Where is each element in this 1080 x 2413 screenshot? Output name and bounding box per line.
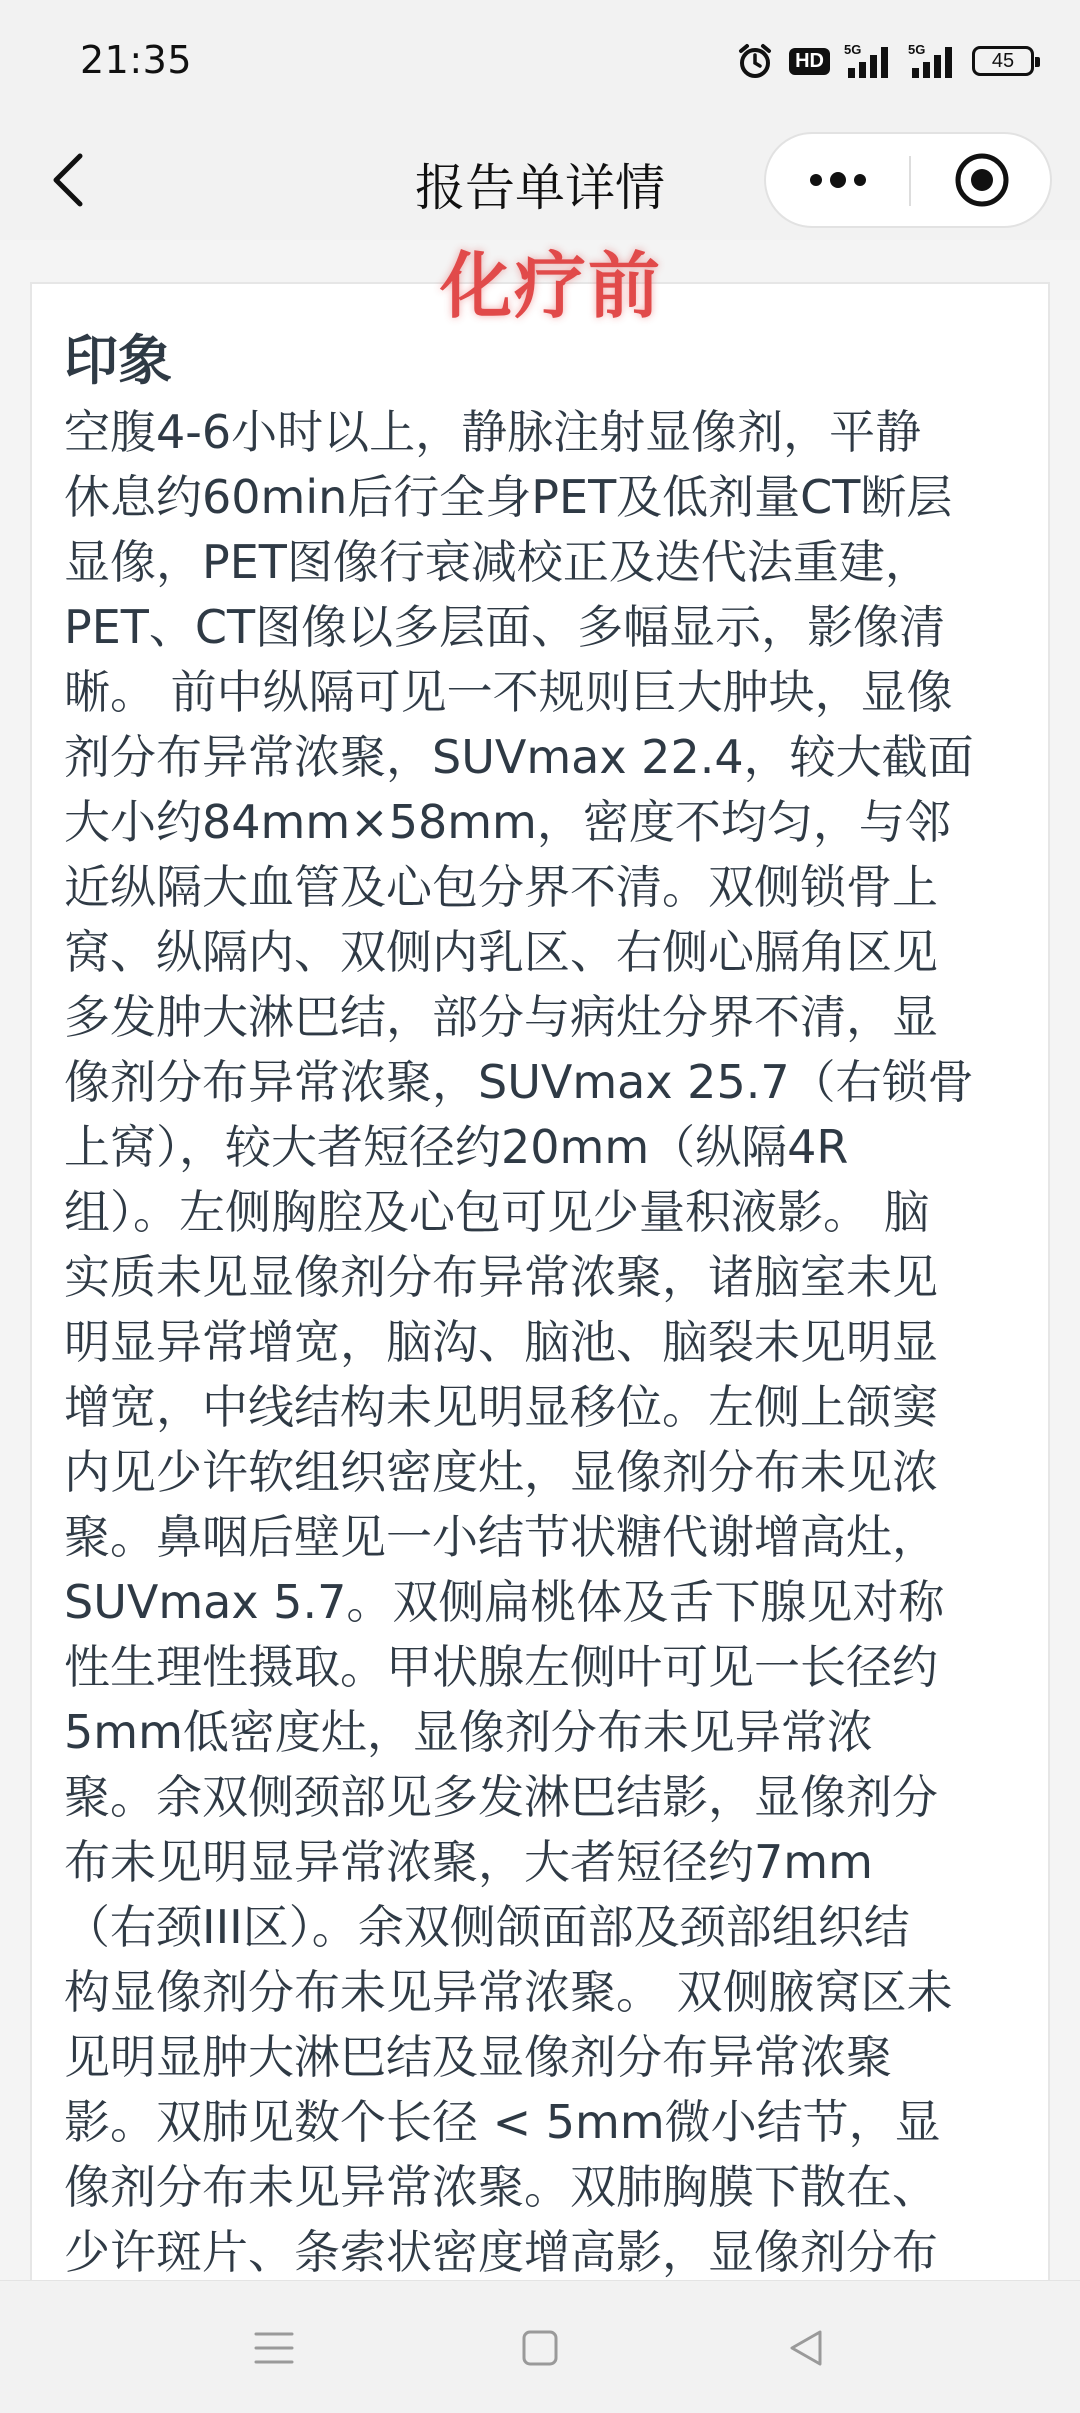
- report-line: 剂分布异常浓聚，SUVmax 22.4，较大截面: [64, 730, 974, 784]
- mini-program-capsule: [764, 132, 1052, 228]
- more-dots-icon: [806, 170, 870, 190]
- report-line: 内见少许软组织密度灶，显像剂分布未见浓: [64, 1445, 938, 1499]
- handwritten-annotation: 化疗前: [440, 244, 663, 328]
- report-line: 明显异常增宽，脑沟、脑池、脑裂未见明显: [64, 1315, 938, 1369]
- report-line: 晰。 前中纵隔可见一不规则巨大肿块，显像: [64, 665, 953, 719]
- report-line: 5mm低密度灶，显像剂分布未见异常浓: [64, 1705, 873, 1759]
- report-line: 聚。鼻咽后壁见一小结节状糖代谢增高灶，: [64, 1510, 938, 1564]
- signal-icon: [844, 42, 894, 80]
- status-bar: [0, 0, 1080, 120]
- report-line: 布未见明显异常浓聚，大者短径约7mm: [64, 1835, 873, 1889]
- home-button[interactable]: [500, 2311, 580, 2385]
- report-line: 性生理性摄取。甲状腺左侧叶可见一长径约: [64, 1640, 938, 1694]
- close-button[interactable]: [911, 134, 1052, 226]
- menu-icon: [254, 2330, 294, 2366]
- hd-volte-icon: HD: [789, 48, 830, 75]
- status-time: 21:35: [80, 38, 193, 82]
- back-triangle-icon: [786, 2328, 826, 2368]
- svg-text:5G: 5G: [908, 42, 926, 57]
- report-line: PET、CT图像以多层面、多幅显示，影像清: [64, 600, 946, 654]
- battery-level: 45: [991, 49, 1015, 72]
- page-title: 报告单详情: [415, 159, 665, 217]
- report-line: SUVmax 5.7。双侧扁桃体及舌下腺见对称: [64, 1575, 945, 1629]
- more-button[interactable]: [766, 134, 909, 226]
- nav-bar: [0, 120, 1080, 240]
- report-line: 上窝），较大者短径约20mm（纵隔4R: [64, 1120, 849, 1174]
- report-line: 空腹4-6小时以上，静脉注射显像剂，平静: [64, 405, 922, 459]
- svg-text:5G: 5G: [844, 42, 862, 57]
- system-nav-bar: [0, 2280, 1080, 2413]
- status-icons: [735, 38, 1034, 84]
- report-line: 显像，PET图像行衰减校正及迭代法重建，: [64, 535, 931, 589]
- report-line: 大小约84mm×58mm，密度不均匀，与邻: [64, 795, 951, 849]
- report-line: 增宽，中线结构未见明显移位。左侧上颌窦: [64, 1380, 938, 1434]
- report-line: 构显像剂分布未见异常浓聚。 双侧腋窝区未: [64, 1965, 953, 2019]
- report-line: 休息约60min后行全身PET及低剂量CT断层: [64, 470, 953, 524]
- report-body: [64, 400, 1024, 2285]
- report-line: 组）。左侧胸腔及心包可见少量积液影。 脑: [64, 1185, 930, 1239]
- alarm-icon: [735, 41, 775, 81]
- report-line: 近纵隔大血管及心包分界不清。双侧锁骨上: [64, 860, 938, 914]
- report-line: 窝、纵隔内、双侧内乳区、右侧心膈角区见: [64, 925, 938, 979]
- report-line: 聚。余双侧颈部见多发淋巴结影，显像剂分: [64, 1770, 938, 1824]
- report-line: 见明显肿大淋巴结及显像剂分布异常浓聚: [64, 2030, 892, 2084]
- report-line: 实质未见显像剂分布异常浓聚，诸脑室未见: [64, 1250, 938, 1304]
- report-line: 影。双肺见数个长径 < 5mm微小结节，显: [64, 2095, 941, 2149]
- battery-icon: [972, 46, 1034, 76]
- report-line: 像剂分布未见异常浓聚。双肺胸膜下散在、: [64, 2160, 938, 2214]
- target-close-icon: [953, 151, 1011, 209]
- section-title: 印象: [64, 329, 172, 392]
- report-line: （右颈III区）。余双侧颌面部及颈部组织结: [64, 1900, 910, 1954]
- report-line: 像剂分布异常浓聚，SUVmax 25.7（右锁骨: [64, 1055, 974, 1109]
- report-line: 多发肿大淋巴结，部分与病灶分界不清，显: [64, 990, 938, 1044]
- menu-button[interactable]: [234, 2311, 314, 2385]
- back-system-button[interactable]: [766, 2311, 846, 2385]
- report-line: 少许斑片、条索状密度增高影，显像剂分布: [64, 2225, 938, 2279]
- home-square-icon: [520, 2328, 560, 2368]
- signal-icon: [908, 42, 958, 80]
